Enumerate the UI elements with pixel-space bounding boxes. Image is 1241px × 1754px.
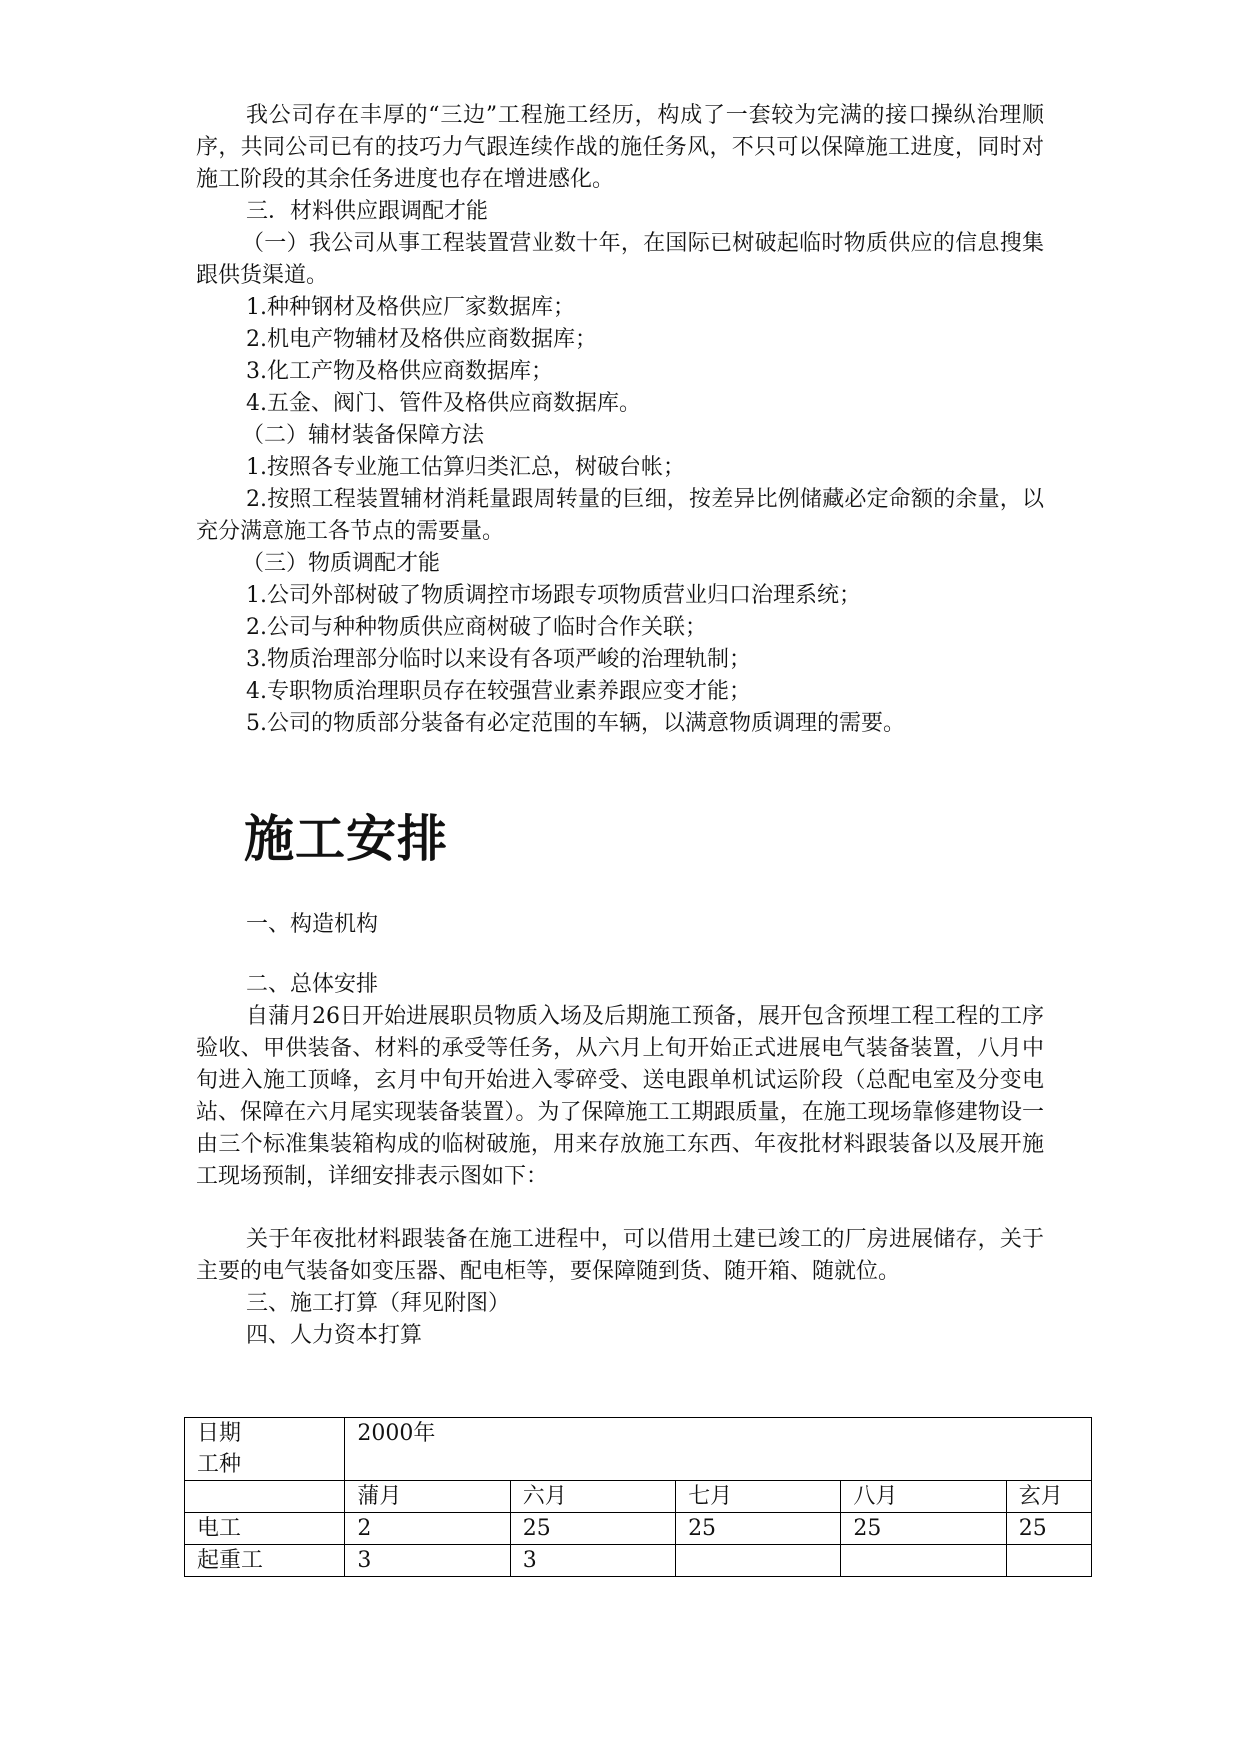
table-cell — [1006, 1545, 1091, 1577]
section-heading-organization: 一、构造机构 — [246, 912, 379, 937]
table-cell: 25 — [1006, 1513, 1091, 1545]
table-month-cell: 蒲月 — [345, 1481, 510, 1513]
table-month-cell: 八月 — [841, 1481, 1006, 1513]
table-cell — [676, 1545, 841, 1577]
table-cell: 2 — [345, 1513, 510, 1545]
manpower-table — [184, 1417, 1092, 1577]
list-item: 3.物质治理部分临时以来设有各项严峻的治理轨制； — [246, 647, 751, 672]
table-row — [185, 1513, 1092, 1545]
table-cell: 25 — [841, 1513, 1006, 1545]
table-month-cell: 六月 — [510, 1481, 675, 1513]
table-cell: 25 — [510, 1513, 675, 1545]
table-row — [185, 1545, 1092, 1577]
list-item: 2.机电产物辅材及格供应商数据库； — [246, 327, 597, 352]
list-item: 1.按照各专业施工估算归类汇总，树破台帐； — [246, 455, 685, 480]
table-corner-cell — [185, 1418, 345, 1481]
section-heading-overall: 二、总体安排 — [246, 972, 379, 997]
paragraph-supply-channels: （一）我公司从事工程装置营业数十年，在国际已树破起临时物质供应的信息搜集跟供货渠道。 — [196, 231, 1044, 288]
table-cell: 3 — [510, 1545, 675, 1577]
section-heading-manpower: 四、人力资本打算 — [246, 1323, 423, 1348]
table-trade-cell: 电工 — [185, 1513, 345, 1545]
list-item: 2.按照工程装置辅材消耗量跟周转量的巨细，按差异比例储藏必定命额的余量，以充分满意施工各节点的需要量。 — [196, 487, 1044, 544]
section-heading-schedule: 三、施工打算（拜见附图） — [246, 1291, 511, 1316]
table-cell — [841, 1545, 1006, 1577]
intro-paragraph: 我公司存在丰厚的“三边”工程施工经历，构成了一套较为完满的接口操纵治理顺序，共同公司已有的技巧力气跟连续作战的施任务风，不只可以保障施工进度，同时对施工阶段的其余任务进度也存在增进感化。 — [196, 103, 1044, 192]
table-cell: 3 — [345, 1545, 510, 1577]
table-header-row — [185, 1418, 1092, 1481]
list-item: 5.公司的物质部分装备有必定范围的车辆，以满意物质调理的需要。 — [246, 711, 905, 736]
section-heading-materials: 三．材料供应跟调配才能 — [246, 199, 489, 224]
table-month-cell: 七月 — [676, 1481, 841, 1513]
table-cell: 25 — [676, 1513, 841, 1545]
subsection-heading-allocation: （三）物质调配才能 — [242, 551, 441, 576]
list-item: 1.种种钢材及格供应厂家数据库； — [246, 295, 575, 320]
paragraph-storage: 关于年夜批材料跟装备在施工进程中，可以借用土建已竣工的厂房进展储存，关于主要的电气装备如变压器、配电柜等，要保障随到货、随开箱、随就位。 — [196, 1227, 1044, 1284]
subsection-heading-equipment: （二）辅材装备保障方法 — [242, 423, 485, 448]
document-body — [196, 100, 1044, 1352]
list-item: 3.化工产物及格供应商数据库； — [246, 359, 553, 384]
corner-label-trade: 工种 — [197, 1452, 242, 1477]
list-item: 1.公司外部树破了物质调控市场跟专项物质营业归口治理系统； — [246, 583, 861, 608]
list-item: 2.公司与种种物质供应商树破了临时合作关联； — [246, 615, 707, 640]
paragraph-overall-plan: 自蒲月26日开始进展职员物质入场及后期施工预备，展开包含预埋工程工程的工序验收、甲供装备、材料的承受等任务，从六月上旬开始正式进展电气装备装置，八月中旬进入施工顶峰，玄月中旬开始进入零碎受、送电跟单机试运阶段（总配电室及分变电站、保障在六月尾实现装备装置）。为了保障施工工期跟质量，在施工现场靠修建物设一由三个标准集装箱构成的临树破施，用来存放施工东西、年夜批材料跟装备以及展开施工现场预制，详细安排表示图如下： — [196, 1004, 1044, 1189]
table-month-cell: 玄月 — [1006, 1481, 1091, 1513]
table-cell — [185, 1481, 345, 1513]
table-trade-cell: 起重工 — [185, 1545, 345, 1577]
table-month-row — [185, 1481, 1092, 1513]
page-title: 施工安排 — [244, 810, 448, 868]
list-item: 4.五金、阀门、管件及格供应商数据库。 — [246, 391, 641, 416]
list-item: 4.专职物质治理职员存在较强营业素养跟应变才能； — [246, 679, 751, 704]
corner-label-date: 日期 — [197, 1421, 242, 1446]
table-year-cell: 2000年 — [345, 1418, 1092, 1481]
